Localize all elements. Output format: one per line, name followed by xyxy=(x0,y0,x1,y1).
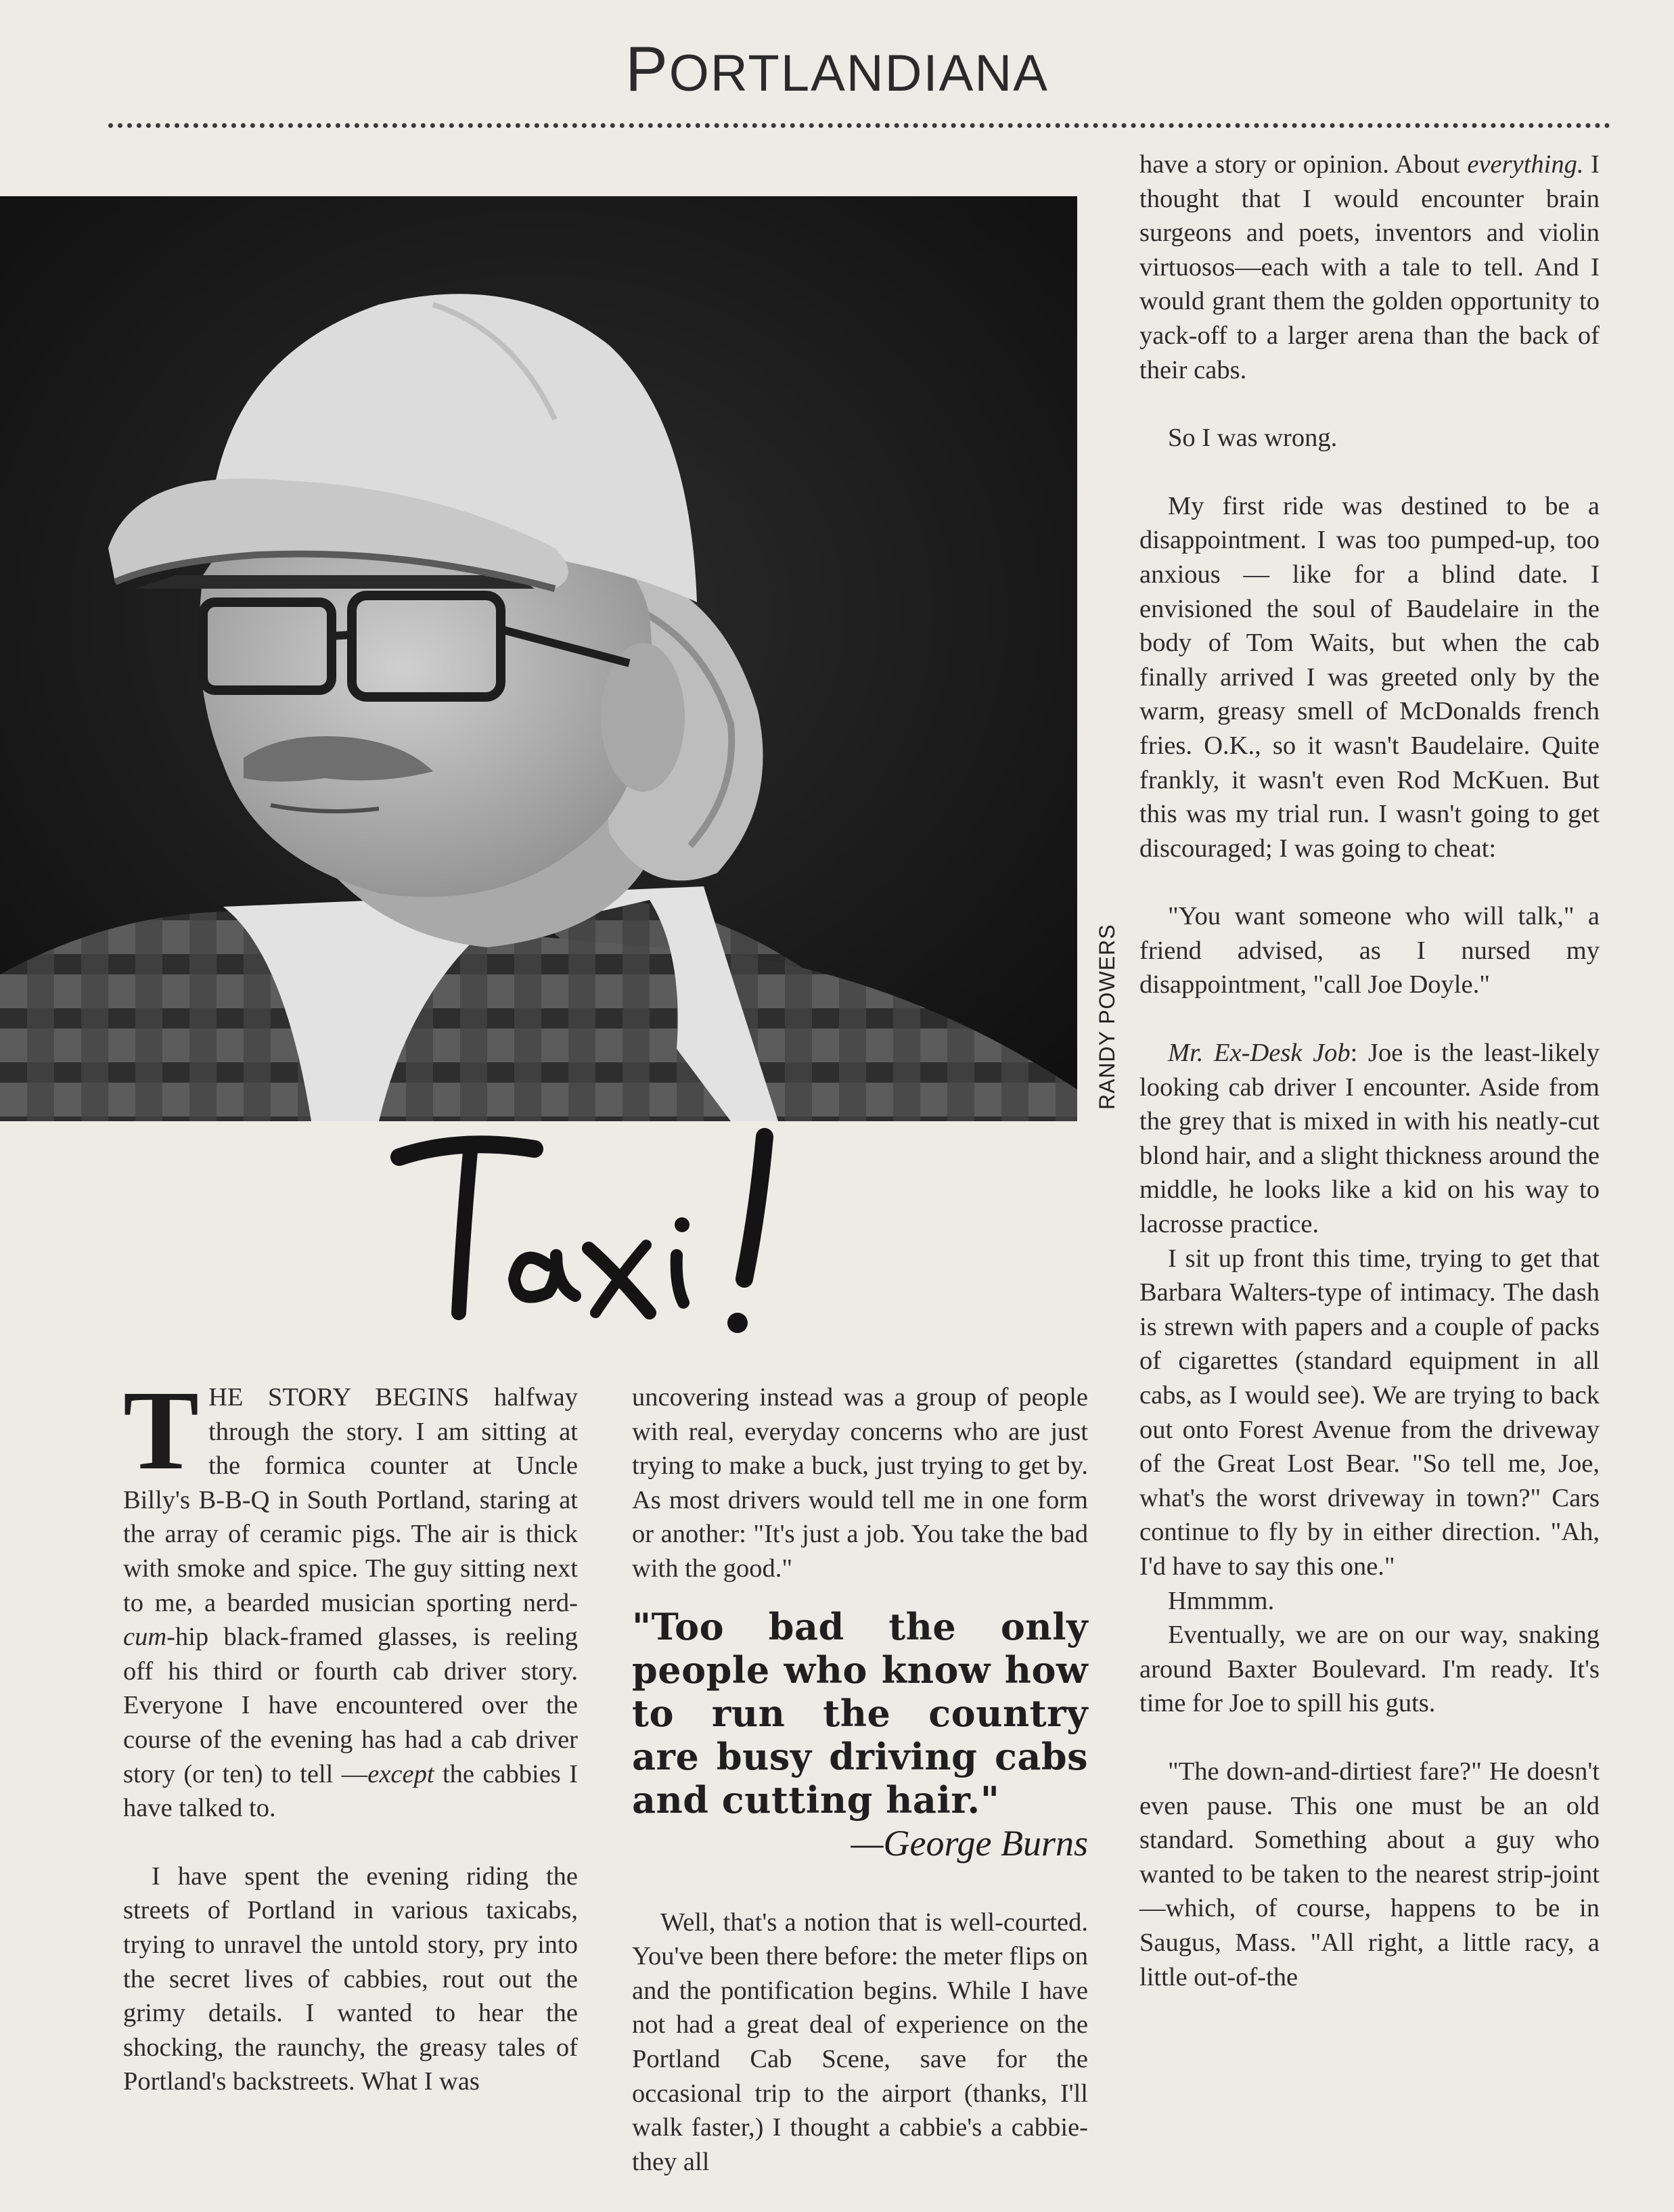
paragraph: "The down-and-dirtiest fare?" He doesn't even pause. This one must be an old standard. Something about a guy who wanted to be taken to the nearest strip-joint—which, of course, happens to be in Saugus, Mass. "All right, a little racy, a little out-of-the xyxy=(1139,1757,1600,1991)
pull-quote-author: —George Burns xyxy=(851,1822,1088,1864)
paragraph-emphasis: cum xyxy=(123,1623,167,1652)
paragraph: Well, that's a notion that is well-courted. You've been there before: the meter flips on and the pontification begins. While I have not had a great deal of experience on the Portland Cab Scene, save for the occasional trip to the airport (thanks, I'll walk faster,) I thought a cabbie's a cabbie-they all xyxy=(632,1908,1088,2176)
section-header xyxy=(0,32,1674,106)
article-column-1 xyxy=(123,1368,578,2099)
taxi-handwritten-title xyxy=(379,1110,853,1367)
portrait-photo-illustration xyxy=(0,196,1077,1121)
paragraph: "You want someone who will talk," a friend advised, as I nursed my disappointment, "call Joe Doyle." xyxy=(1139,902,1600,999)
paragraph xyxy=(1139,148,1600,387)
paragraph-text: the cabbies I have talked to. xyxy=(123,1759,578,1823)
paragraph-text: HE STORY BEGINS halfway through the story. I am sitting at the formica counter at Uncle Billy's B-B-Q in South Portland, staring at the array of ceramic pigs. The air is thick with smoke and spice. The guy sitting next to me, a bearded musician sporting nerd- xyxy=(123,1383,578,1617)
dotted-divider xyxy=(108,123,1610,128)
article-column-2 xyxy=(632,1380,1088,2179)
paragraph: My first ride was destined to be a disappointment. I was too pumped-up, too anxious — like for a blind date. I envisioned the soul of Baudelaire in the body of Tom Waits, but when the cab finally arrived I was greeted only by the warm, greasy smell of McDonalds french fries. O.K., so it wasn't Baudelaire. Quite frankly, it wasn't even Rod McKuen. But this was my trial run. I wasn't going to get discouraged; I was going to cheat: xyxy=(1139,491,1600,863)
article-column-3 xyxy=(1139,148,1600,1994)
paragraph: I have spent the evening riding the streets of Portland in various taxicabs, trying to unravel the untold story, pry into the secret lives of cabbies, rout out the grimy details. I wanted to hear the shocking, the raunchy, the greasy tales of Portland's backstreets. What I was xyxy=(123,1861,578,2096)
paragraph: So I was wrong. xyxy=(1168,424,1338,453)
paragraph-text: have a story or opinion. About xyxy=(1139,150,1468,179)
article-title xyxy=(379,1110,853,1367)
paragraph-text: I thought that I would encounter brain surgeons and poets, inventors and violin virtuosos—each with a tale to tell. And I would grant them the golden opportunity to yack-off to a larger arena than the back of their cabs. xyxy=(1139,150,1600,384)
portrait-photo xyxy=(0,196,1077,1121)
paragraph: Eventually, we are on our way, snaking around Baxter Boulevard. I'm ready. It's time for Joe to spill his guts. xyxy=(1139,1621,1600,1718)
paragraph-text: -hip black-framed glasses, is reeling off his third or fourth cab driver story. Everyone I have encountered over the course of the evening has had a cab driver story (or ten) to tell — xyxy=(123,1623,578,1788)
paragraph xyxy=(1139,1036,1600,1242)
paragraph-text: : Joe is the least-likely looking cab driver I encounter. Aside from the grey that is mixed in with his neatly-cut blond hair, and a slight thickness around the middle, he looks like a kid on his way to lacrosse practice. xyxy=(1139,1039,1600,1239)
paragraph: I sit up front this time, trying to get that Barbara Walters-type of intimacy. The dash is strewn with papers and a couple of packs of cigarettes (standard equipment in all cabs, as I would see). We are trying to back out onto Forest Avenue from the driveway of the Great Lost Bear. "So tell me, Joe, what's the worst driveway in town?" Cars continue to fly by in either direction. "Ah, I'd have to say this one." xyxy=(1139,1244,1600,1581)
paragraph-emphasis: Mr. Ex-Desk Job xyxy=(1168,1039,1351,1068)
section-header-rest: ORTLANDIANA xyxy=(669,45,1049,102)
drop-cap: T xyxy=(123,1368,200,1493)
paragraph-emphasis: everything. xyxy=(1467,150,1584,179)
paragraph xyxy=(123,1368,578,1826)
section-header-initial: P xyxy=(625,33,669,104)
photo-credit: RANDY POWERS xyxy=(1095,924,1119,1110)
paragraph: Hmmmm. xyxy=(1168,1586,1275,1615)
paragraph: uncovering instead was a group of people with real, everyday concerns who are just trying to make a buck, just trying to get by. As most drivers would tell me in one form or another: "It's just a job. You take the bad with the good." xyxy=(632,1383,1088,1583)
pull-quote: "Too bad the only people who know how to run the country are busy driving cabs and cutting hair." xyxy=(632,1604,1088,1822)
paragraph-emphasis: except xyxy=(367,1759,434,1788)
